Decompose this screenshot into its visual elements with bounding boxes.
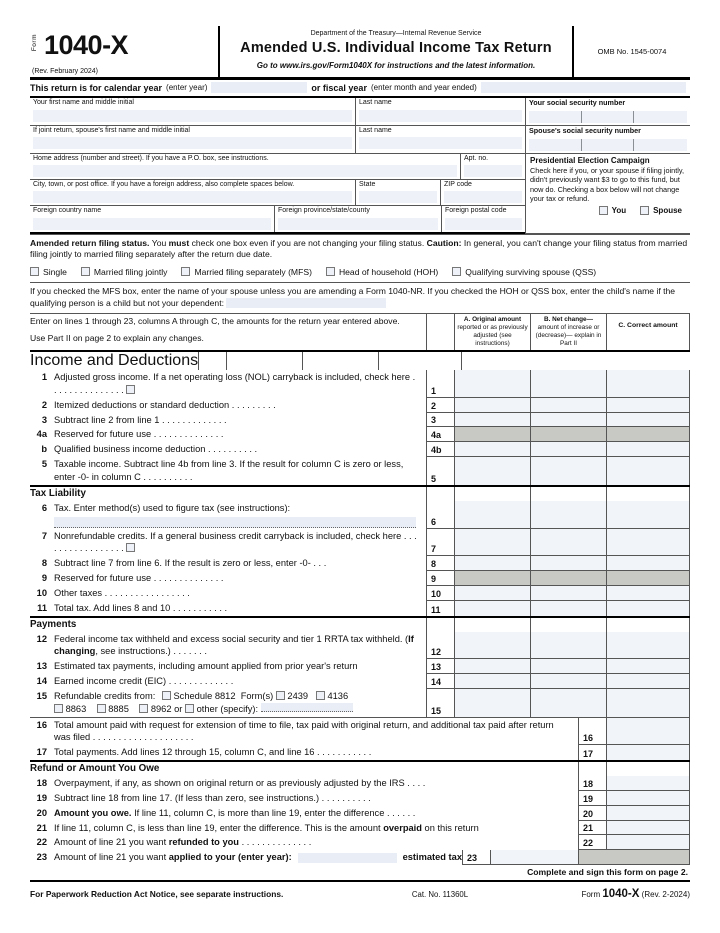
line-6-amount-a[interactable] — [454, 501, 530, 529]
zip-label: ZIP code — [444, 181, 472, 189]
line-13-amount-a[interactable] — [454, 659, 530, 674]
calendar-year-input[interactable] — [211, 82, 307, 93]
form-8863-checkbox[interactable] — [54, 704, 63, 713]
section-refund-owe: Refund or Amount You Owe — [30, 760, 690, 776]
zip-field — [440, 180, 525, 205]
section-income-deductions: Income and Deductions — [30, 352, 690, 370]
line-6-amount-b[interactable] — [530, 501, 606, 529]
line-4b-amount-b[interactable] — [530, 442, 606, 457]
foreign-province-field — [274, 206, 441, 231]
column-c-header: C. Correct amount — [606, 314, 690, 350]
section-tax-liability: Tax Liability — [30, 485, 690, 501]
apt-label: Apt. no. — [464, 154, 489, 162]
campaign-spouse-label: Spouse — [653, 205, 682, 215]
fiscal-year-input[interactable] — [481, 82, 686, 93]
line-11-amount-b[interactable] — [530, 601, 606, 616]
line-2-row: 2 Itemized deductions or standard deduction . . . . . . . . . 2 — [30, 398, 690, 413]
line-20-row: 20 Amount you owe. If line 11, column C, is more than line 19, enter the difference . . . . . . 20 — [30, 806, 690, 821]
spouse-last-name-label: Last name — [359, 126, 392, 134]
spouse-ssn-input[interactable] — [529, 139, 687, 151]
line-8-amount-b[interactable] — [530, 556, 606, 571]
foreign-postal-label: Foreign postal code — [445, 207, 507, 215]
line-10-amount-c[interactable] — [606, 586, 690, 601]
line-17-row: 17 Total payments. Add lines 12 through 15, column C, and line 16 . . . . . . . . . . . 17 — [30, 745, 690, 760]
line-11-number: 11 — [426, 601, 454, 616]
line-12-amount-a[interactable] — [454, 632, 530, 660]
nol-checkbox[interactable] — [126, 385, 135, 394]
form-number: 1040-X — [44, 30, 129, 60]
foreign-province-label: Foreign province/state/county — [278, 207, 370, 215]
line-15-amount-c[interactable] — [606, 689, 690, 717]
line-5-amount-c[interactable] — [606, 457, 690, 485]
calendar-year-hint: (enter year) — [166, 83, 208, 93]
line-22-amount[interactable] — [606, 835, 690, 850]
home-address-row — [30, 154, 525, 180]
apt-field — [460, 154, 525, 179]
line-18-row: 18 Overpayment, if any, as shown on original return or as previously adjusted by the IRS . . . . 18 — [30, 776, 690, 791]
line-21-number: 21 — [578, 821, 606, 836]
line-8-number: 8 — [426, 556, 454, 571]
line-5-number: 5 — [426, 457, 454, 485]
line-1-amount-c[interactable] — [606, 370, 690, 398]
line-7-row: 7 Nonrefundable credits. If a general business credit carryback is included, check here . . . . . . . . . . . . . . . . . 7 — [30, 529, 690, 557]
line-3-number: 3 — [426, 413, 454, 428]
line-12-number: 12 — [426, 632, 454, 660]
line-23-amount[interactable] — [490, 850, 578, 865]
single-checkbox[interactable] — [30, 267, 39, 276]
other-credit-specify-input[interactable] — [261, 703, 353, 712]
qss-checkbox[interactable] — [452, 267, 461, 276]
hoh-checkbox[interactable] — [326, 267, 335, 276]
last-name-field — [355, 98, 525, 125]
form-8885-checkbox[interactable] — [97, 704, 106, 713]
zip-input[interactable] — [444, 191, 522, 203]
line-16-number: 16 — [578, 718, 606, 746]
line-14-number: 14 — [426, 674, 454, 689]
apt-input[interactable] — [464, 165, 522, 177]
applied-year-input[interactable] — [298, 853, 397, 863]
footer-form-id: Form 1040-X (Rev. 2-2024) — [581, 888, 690, 901]
line-11-amount-a[interactable] — [454, 601, 530, 616]
line-6-amount-c[interactable] — [606, 501, 690, 529]
line-23-shaded-area — [578, 850, 690, 865]
home-address-field — [30, 154, 460, 179]
line-2-amount-c[interactable] — [606, 398, 690, 413]
line-8-row: 8 Subtract line 7 from line 6. If the result is zero or less, enter -0- . . . 8 — [30, 556, 690, 571]
ssn-label: Your social security number — [529, 98, 626, 108]
line-13-amount-c[interactable] — [606, 659, 690, 674]
line-7-number: 7 — [426, 529, 454, 557]
first-name-input[interactable] — [33, 110, 352, 122]
foreign-country-input[interactable] — [33, 218, 271, 230]
line-number-column-header — [426, 314, 454, 350]
line-5-amount-a[interactable] — [454, 457, 530, 485]
line-9-number: 9 — [426, 571, 454, 586]
line-16-amount[interactable] — [606, 718, 690, 746]
first-name-label: Your first name and middle initial — [33, 99, 134, 107]
line-3-amount-b[interactable] — [530, 413, 606, 428]
form-2439-checkbox[interactable] — [276, 691, 285, 700]
spouse-last-name-field — [355, 126, 525, 153]
line-18-amount[interactable] — [606, 776, 690, 791]
line-10-amount-b[interactable] — [530, 586, 606, 601]
line-14-amount-b[interactable] — [530, 674, 606, 689]
spouse-last-name-input[interactable] — [359, 137, 522, 149]
line-11-amount-c[interactable] — [606, 601, 690, 616]
home-address-label: Home address (number and street). If you have a P.O. box, see instructions. — [33, 154, 269, 162]
line-13-amount-b[interactable] — [530, 659, 606, 674]
mfs-checkbox[interactable] — [181, 267, 190, 276]
city-input[interactable] — [33, 191, 352, 203]
line-3-amount-c[interactable] — [606, 413, 690, 428]
qss-label: Qualifying surviving spouse (QSS) — [465, 266, 597, 277]
omb-number: OMB No. 1545-0074 — [572, 26, 690, 77]
line-9-row: 9 Reserved for future use . . . . . . . . . . . . . . 9 — [30, 571, 690, 586]
line-20-amount[interactable] — [606, 806, 690, 821]
line-7-amount-c[interactable] — [606, 529, 690, 557]
general-business-credit-checkbox[interactable] — [126, 543, 135, 552]
line-21-row: 21 If line 11, column C, is less than line 19, enter the difference. This is the amount overpaid on this return 21 — [30, 821, 690, 836]
line-3-amount-a[interactable] — [454, 413, 530, 428]
campaign-you-checkbox[interactable] — [599, 206, 608, 215]
filing-status-intro: Amended return filing status. You must check one box even if you are not changing your filing status. Caution: In general, you can't change your filing status from married filing jointly to married filing separately after the return due date. — [30, 234, 690, 263]
line-1-number: 1 — [426, 370, 454, 398]
spouse-ssn-label: Spouse's social security number — [529, 125, 641, 135]
line-4a-reserved-b — [530, 427, 606, 442]
form-title-block — [220, 26, 572, 77]
instructions-link-line: Go to www.irs.gov/Form1040X for instructions and the latest information. — [256, 61, 536, 70]
line-14-amount-a[interactable] — [454, 674, 530, 689]
fiscal-year-label: or fiscal year — [311, 82, 367, 93]
paperwork-notice: For Paperwork Reduction Act Notice, see separate instructions. — [30, 889, 284, 900]
line-12-row: 12 Federal income tax withheld and excess social security and tier 1 RRTA tax withheld. (If changing, see instructions.) . . . . . . . 12 — [30, 632, 690, 660]
line-12-amount-c[interactable] — [606, 632, 690, 660]
foreign-address-row — [30, 206, 525, 233]
column-b-header: B. Net change— amount of increase or (decrease)— explain in Part II — [530, 314, 606, 350]
estimated-tax-label: estimated tax — [402, 852, 462, 863]
line-11-row: 11 Total tax. Add lines 8 and 10 . . . . . . . . . . . 11 — [30, 601, 690, 616]
catalog-number: Cat. No. 11360L — [411, 890, 469, 900]
line-5-row: 5 Taxable income. Subtract line 4b from line 3. If the result for column C is zero or less, enter -0- in column C . . . . . . . . . . 5 — [30, 457, 690, 485]
mfs-note-text: If you checked the MFS box, enter the name of your spouse unless you are amending a Form 1040-NR. If you checked the HOH or QSS box, enter the child's name if the qualifying person is a child but not your dependent: — [30, 285, 676, 308]
schedule-8812-checkbox[interactable] — [162, 691, 171, 700]
line-4b-row: b Qualified business income deduction . . . . . . . . . . 4b — [30, 442, 690, 457]
line-4a-row: 4a Reserved for future use . . . . . . . . . . . . . . 4a — [30, 427, 690, 442]
line-12-amount-b[interactable] — [530, 632, 606, 660]
qualifying-child-name-input[interactable] — [226, 298, 386, 308]
spouse-name-row — [30, 126, 690, 154]
line-2-number: 2 — [426, 398, 454, 413]
line-13-number: 13 — [426, 659, 454, 674]
column-a-header: A. Original amount reported or as previously adjusted (see instructions) — [454, 314, 530, 350]
hoh-label: Head of household (HOH) — [338, 266, 439, 277]
single-label: Single — [43, 266, 67, 277]
mfs-label: Married filing separately (MFS) — [194, 266, 312, 277]
line-9-reserved-b — [530, 571, 606, 586]
line-13-row: 13 Estimated tax payments, including amount applied from prior year's return 13 — [30, 659, 690, 674]
spouse-ssn-field — [525, 126, 690, 153]
ssn-field — [525, 98, 690, 125]
line-1-row: 1 Adjusted gross income. If a net operating loss (NOL) carryback is included, check here . . . . . . . . . . . . . . . 1 — [30, 370, 690, 398]
department-line: Department of the Treasury—Internal Revenue Service — [310, 30, 482, 37]
line-7-amount-a[interactable] — [454, 529, 530, 557]
campaign-spouse-checkbox[interactable] — [640, 206, 649, 215]
line-14-amount-c[interactable] — [606, 674, 690, 689]
line-22-row: 22 Amount of line 21 you want refunded to you . . . . . . . . . . . . . . 22 — [30, 835, 690, 850]
presidential-campaign-box — [525, 154, 690, 234]
line-4a-number: 4a — [426, 427, 454, 442]
line-1-amount-a[interactable] — [454, 370, 530, 398]
line-8-amount-a[interactable] — [454, 556, 530, 571]
line-9-reserved-c — [606, 571, 690, 586]
line-9-reserved-a — [454, 571, 530, 586]
line-14-row: 14 Earned income credit (EIC) . . . . . . . . . . . . . 14 — [30, 674, 690, 689]
line-17-number: 17 — [578, 745, 606, 760]
foreign-country-field — [30, 206, 274, 231]
foreign-province-input[interactable] — [278, 218, 438, 230]
spouse-first-name-field — [30, 126, 355, 153]
campaign-body: Check here if you, or your spouse if filing jointly, didn't previously want $3 to go to this fund, but now do. Checking a box below will not change your tax or refund. — [530, 165, 684, 204]
section-payments: Payments — [30, 616, 690, 632]
campaign-title: Presidential Election Campaign — [530, 155, 650, 165]
line-21-amount[interactable] — [606, 821, 690, 836]
line-15-row: 15 Refundable credits from: Schedule 8812 Form(s) 2439 4136 8863 8885 8962 or other (specify): 15 — [30, 689, 690, 717]
line-7-amount-b[interactable] — [530, 529, 606, 557]
foreign-country-label: Foreign country name — [33, 207, 102, 215]
complete-sign-note: Complete and sign this form on page 2. — [30, 865, 690, 882]
line-15-amount-b[interactable] — [530, 689, 606, 717]
first-name-field — [30, 98, 355, 125]
line-10-number: 10 — [426, 586, 454, 601]
tax-method-input[interactable] — [54, 517, 416, 528]
foreign-postal-field — [441, 206, 525, 231]
form-title: Amended U.S. Individual Income Tax Return — [240, 40, 552, 56]
line-4a-reserved-c — [606, 427, 690, 442]
line-1-amount-b[interactable] — [530, 370, 606, 398]
state-label: State — [359, 181, 376, 189]
line-6-row: 6 Tax. Enter method(s) used to figure tax (see instructions): 6 — [30, 501, 690, 529]
line-20-number: 20 — [578, 806, 606, 821]
city-state-zip-row — [30, 180, 525, 206]
home-address-input[interactable] — [33, 165, 457, 177]
return-year-bar — [30, 80, 690, 98]
line-15-amount-a[interactable] — [454, 689, 530, 717]
line-16-row: 16 Total amount paid with request for extension of time to file, tax paid with original return, and additional tax paid after return was filed . . . . . . . . . . . . . . . . . . . . 16 — [30, 717, 690, 746]
city-label: City, town, or post office. If you have a foreign address, also complete spaces below. — [33, 181, 295, 189]
line-19-number: 19 — [578, 791, 606, 806]
state-field — [355, 180, 440, 205]
form-header — [30, 26, 690, 80]
foreign-postal-input[interactable] — [445, 218, 522, 230]
mfj-label: Married filing jointly — [93, 266, 168, 277]
line-3-row: 3 Subtract line 2 from line 1 . . . . . . . . . . . . . 3 — [30, 413, 690, 428]
line-2-amount-a[interactable] — [454, 398, 530, 413]
line-23-row: 23 Amount of line 21 you want applied to your (enter year): estimated tax 23 — [30, 850, 690, 865]
line-22-number: 22 — [578, 835, 606, 850]
line-4b-amount-c[interactable] — [606, 442, 690, 457]
line-18-number: 18 — [578, 776, 606, 791]
mfs-note — [30, 282, 690, 313]
amount-table-header — [30, 313, 690, 352]
form-number-block — [30, 26, 220, 77]
line-6-number: 6 — [426, 501, 454, 529]
line-8-amount-c[interactable] — [606, 556, 690, 571]
spouse-first-name-label: If joint return, spouse's first name and middle initial — [33, 126, 190, 134]
line-4a-reserved-a — [454, 427, 530, 442]
line-10-row: 10 Other taxes . . . . . . . . . . . . . . . . . 10 — [30, 586, 690, 601]
mfj-checkbox[interactable] — [81, 267, 90, 276]
table-intro-line2: Use Part II on page 2 to explain any changes. — [30, 333, 204, 344]
filing-status-options — [30, 263, 690, 282]
form-4136-checkbox[interactable] — [316, 691, 325, 700]
line-23-number: 23 — [462, 850, 490, 865]
table-intro-line1: Enter on lines 1 through 23, columns A through C, the amounts for the return year entered above. — [30, 316, 400, 327]
line-15-number: 15 — [426, 689, 454, 717]
line-4b-number: 4b — [426, 442, 454, 457]
line-10-amount-a[interactable] — [454, 586, 530, 601]
form-footer — [30, 882, 690, 900]
form-word-vertical: Form — [31, 34, 38, 52]
address-campaign-block — [30, 154, 690, 234]
line-19-row: 19 Subtract line 18 from line 17. (If less than zero, see instructions.) . . . . . . . . . . 19 — [30, 791, 690, 806]
line-19-amount[interactable] — [606, 791, 690, 806]
ssn-input[interactable] — [529, 111, 687, 123]
form-8962-checkbox[interactable] — [139, 704, 148, 713]
calendar-year-label: This return is for calendar year — [30, 82, 163, 93]
taxpayer-name-row — [30, 98, 690, 126]
state-input[interactable] — [359, 191, 437, 203]
line-17-amount[interactable] — [606, 745, 690, 760]
city-field — [30, 180, 355, 205]
other-credit-checkbox[interactable] — [185, 704, 194, 713]
form-revision: (Rev. February 2024) — [32, 68, 99, 76]
line-4b-amount-a[interactable] — [454, 442, 530, 457]
line-5-amount-b[interactable] — [530, 457, 606, 485]
campaign-you-label: You — [611, 205, 627, 215]
last-name-label: Last name — [359, 99, 392, 107]
spouse-first-name-input[interactable] — [33, 137, 352, 149]
fiscal-year-hint: (enter month and year ended) — [370, 83, 477, 93]
last-name-input[interactable] — [359, 110, 522, 122]
line-2-amount-b[interactable] — [530, 398, 606, 413]
